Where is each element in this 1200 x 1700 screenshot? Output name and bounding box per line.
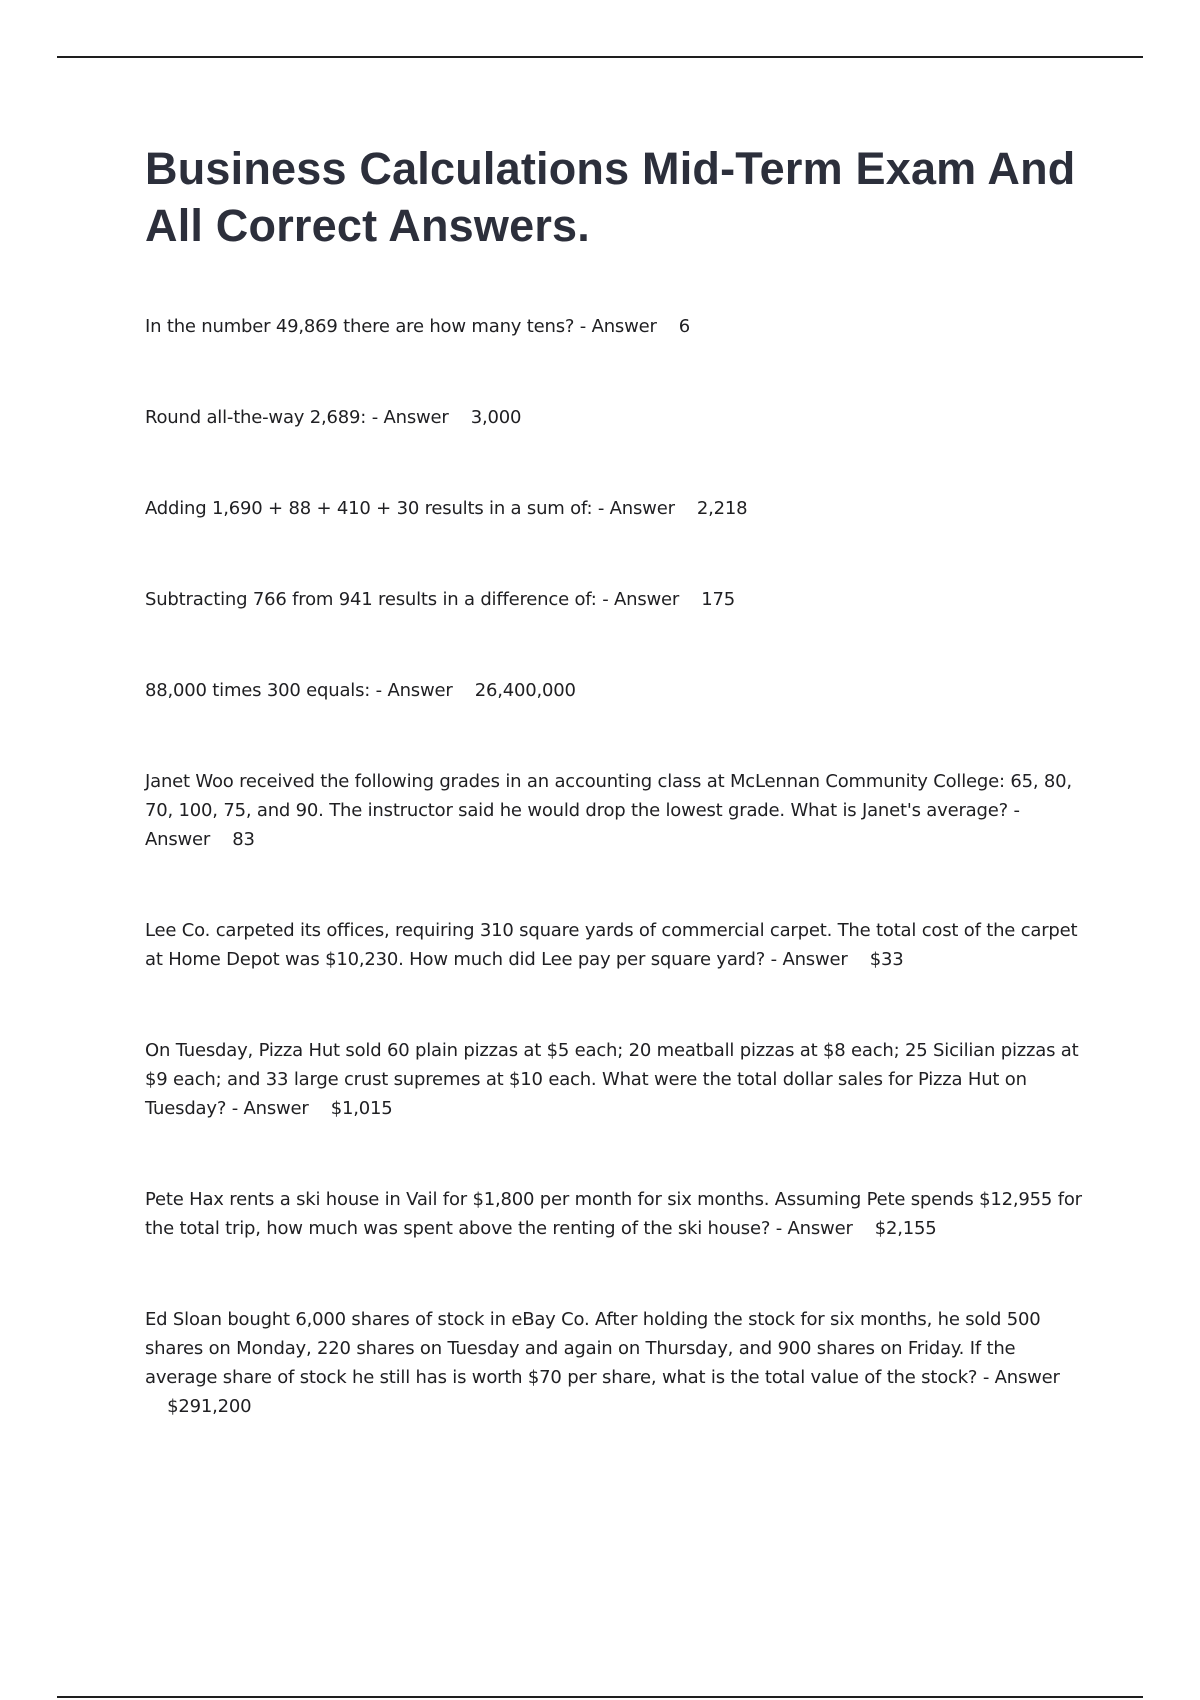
question-text: Lee Co. carpeted its offices, requiring 310 square yards of commercial carpet. The total cost of the carpet at Home Depot was $10,230. How much did Lee pay per square yard? xyxy=(145,920,1078,970)
answer-text: $2,155 xyxy=(874,1218,937,1239)
answer-label: - Answer xyxy=(145,800,1020,850)
answer-label: - Answer xyxy=(770,949,848,970)
answer-text: 6 xyxy=(678,316,691,337)
question-text: Adding 1,690 + 88 + 410 + 30 results in a sum of: xyxy=(145,498,593,519)
document-title: Business Calculations Mid-Term Exam And All Correct Answers. xyxy=(145,143,1076,251)
bottom-rule xyxy=(57,1696,1143,1698)
qa-item xyxy=(145,916,1090,974)
qa-item xyxy=(145,1036,1090,1123)
answer-label: - Answer xyxy=(982,1367,1060,1388)
qa-item xyxy=(145,676,1090,705)
answer-text: $1,015 xyxy=(330,1098,393,1119)
answer-text: 2,218 xyxy=(696,498,748,519)
answer-text: 175 xyxy=(701,589,735,610)
answer-label: - Answer xyxy=(231,1098,309,1119)
answer-label: - Answer xyxy=(579,316,657,337)
question-text: In the number 49,869 there are how many tens? xyxy=(145,316,575,337)
answer-text: $291,200 xyxy=(167,1396,252,1417)
question-text: Ed Sloan bought 6,000 shares of stock in eBay Co. After holding the stock for six months, he sold 500 shares on Monday, 220 shares on Tuesday and again on Thursday, and 900 shares on Friday. If the average share of stock he still has is worth $70 per share, what is the total value of the stock? xyxy=(145,1309,1041,1388)
question-text: Round all-the-way 2,689: xyxy=(145,407,367,428)
answer-text: 3,000 xyxy=(470,407,522,428)
answer-text: $33 xyxy=(869,949,904,970)
qa-item xyxy=(145,767,1090,854)
answer-label: - Answer xyxy=(375,680,453,701)
question-text: Pete Hax rents a ski house in Vail for $1,800 per month for six months. Assuming Pete spends $12,955 for the total trip, how much was spent above the renting of the ski house? xyxy=(145,1189,1082,1239)
answer-text: 83 xyxy=(232,829,255,850)
answer-label: - Answer xyxy=(775,1218,853,1239)
qa-item xyxy=(145,1185,1090,1243)
question-text: On Tuesday, Pizza Hut sold 60 plain pizzas at $5 each; 20 meatball pizzas at $8 each; 25 Sicilian pizzas at $9 each; and 33 large crust supremes at $10 each. What were the total dollar sales for Pizza Hut on Tuesday? xyxy=(145,1040,1079,1119)
answer-label: - Answer xyxy=(602,589,680,610)
answer-text: 26,400,000 xyxy=(474,680,576,701)
answer-label: - Answer xyxy=(371,407,449,428)
answer-label: - Answer xyxy=(597,498,675,519)
qa-list xyxy=(145,312,1090,1421)
qa-item xyxy=(145,312,1090,341)
question-text: Subtracting 766 from 941 results in a difference of: xyxy=(145,589,597,610)
document-body xyxy=(145,140,1090,1483)
qa-item xyxy=(145,585,1090,614)
qa-item xyxy=(145,494,1090,523)
qa-item xyxy=(145,403,1090,432)
question-text: 88,000 times 300 equals: xyxy=(145,680,371,701)
top-rule xyxy=(57,56,1143,58)
qa-item xyxy=(145,1305,1090,1421)
question-text: Janet Woo received the following grades in an accounting class at McLennan Community College: 65, 80, 70, 100, 75, and 90. The instructor said he would drop the lowest grade. What is Janet's average? xyxy=(145,771,1072,821)
